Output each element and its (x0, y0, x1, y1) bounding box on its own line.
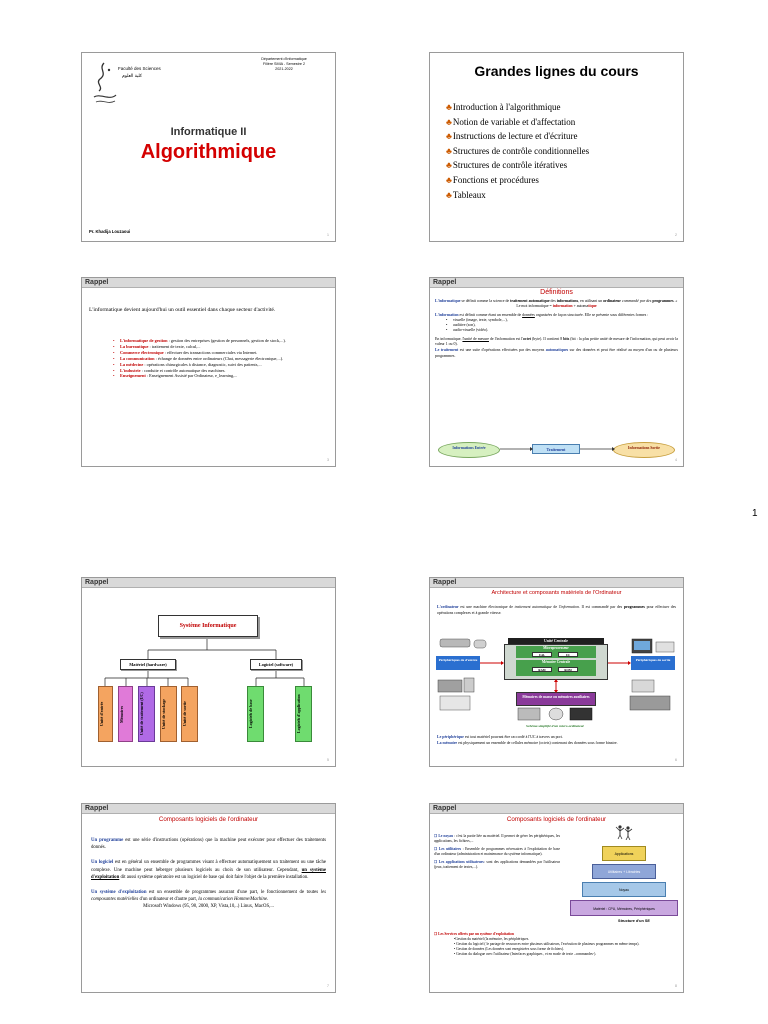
slide-number: 3 (327, 458, 329, 462)
applications-definition: ❒ Les applications utilisateurs: sont des applications demandées par l'utilisateur (jeux, traitement de textes,...). (434, 860, 560, 869)
noyau-definition: ❒ Le noyau : c'est la partie liée au matériel. Il permet de gérer les périphériques, les applications, les fichiers,... (434, 834, 561, 843)
mass-storage-box: Mémoires de masse ou mémoires auxiliaires (516, 692, 596, 706)
layer-utilities: Utilitaires + Librairies (592, 864, 656, 879)
course-subtitle: Informatique II (170, 126, 247, 138)
computer-schema (434, 636, 681, 732)
utilitaires-definition: ❒ Les utilitaires : Ensemble de programmes nécessaires à l'exploitation de base d'un ordinateur (administration et maintenance du système informatique). (434, 847, 560, 856)
slide-number: 5 (327, 758, 329, 762)
layer-applications: Applications (602, 846, 646, 861)
information-definition: L'information est définit comme étant un ensemble de données organisées de façon structurée. Elle se présente sous différentes formes : (435, 312, 649, 317)
slide-title: Définitions (540, 289, 573, 296)
hw-unit-processing: Unité de traitement (UC) (138, 686, 155, 742)
programme-definition: Un programme est une série d'instructions (opérations) que la machine peut exécuter pour effectuer des traitements donnés. (91, 838, 326, 851)
service-item: • Gestion du dialogue avec l'utilisateur (Interfaces graphiques , et en mode de texte –commandes-). (454, 951, 597, 956)
hw-unit-input: Unité d'entrée (98, 686, 113, 742)
slide-7 (81, 803, 336, 993)
os-components-text (434, 834, 560, 870)
traitement-definition: Le traitement est une suite d'opérations effectuées par des moyens automatiques sur des données et peut être réalisé au moyen d'un ou de plusieurs programmes. (435, 348, 679, 358)
slide-number: 7 (327, 984, 329, 988)
flow-input: Informations Entrée (438, 442, 500, 458)
list-item: • L'informatique de gestion : gestion des entreprises (gestion de personnels, gestion de stock,...). (120, 338, 327, 344)
memory-definition: La mémoire est physiquement un ensemble de cellules mémoire (octets) contenant des données sous forme binaire. (437, 740, 618, 745)
slide-header: Rappel (82, 804, 335, 814)
flow-output: Informations Sortie (613, 442, 675, 458)
uc-box: UC (558, 652, 578, 657)
sector-list (108, 338, 327, 379)
slide-2 (429, 52, 684, 242)
list-item: • audio-visuelle (vidéo). (453, 328, 678, 333)
sw-application: Logiciels d'application (295, 686, 312, 742)
central-memory-box: Mémoire Centrale (516, 660, 596, 676)
slide-8 (429, 803, 684, 993)
list-item: • Commerce électronique : effectuer des transactions commerciales via Internet. (120, 350, 327, 356)
root-node: Système Informatique (158, 615, 258, 637)
faculty-name-fr: Faculté des Sciences (118, 66, 161, 71)
academic-year: 2021-2022 (275, 67, 293, 71)
outline-item: ♣ Instructions de lecture et d'écriture (446, 129, 589, 144)
outline-item: ♣ Introduction à l'algorithmique (446, 100, 589, 115)
os-examples: Microsoft Windows (95, 98, 2000, XP, Vista,10,..) Linux, MacOS,... (143, 904, 274, 910)
hw-unit-memory: Mémoires (118, 686, 133, 742)
service-item: •Gestion du matériel (la mémoire, les périphériques. (454, 936, 530, 941)
os-pyramid (564, 824, 682, 932)
slide-title: Composants logiciels de l'ordinateur (506, 816, 607, 823)
peripheral-definition: Le périphérique est tout matériel pouvant être raccordé à l'UC à travers un port. (437, 735, 563, 739)
os-services (434, 932, 677, 957)
hardware-node: Matériel (hardware) (120, 659, 176, 670)
slide-header: Rappel (82, 578, 335, 588)
list-item: • visuelle (image, texte, symbole,...), (453, 318, 678, 323)
list-item: • La communication : échange de données entre ordinateurs (Chat, messagerie électronique,...). (120, 356, 327, 362)
list-item: • La médecine : opérations chirurgicales à distance, diagnostic, suivi des patients,... (120, 362, 327, 368)
services-title: ❒ Les Services offerts par un système d'exploitation (434, 932, 514, 936)
slide-number: 2 (675, 233, 677, 237)
outline-item: ♣ Notion de variable et d'affectation (446, 115, 589, 130)
slide-header: Rappel (430, 804, 683, 814)
service-item: • Gestion de données (Les données sont enregistrées sous forme de fichiers). (454, 946, 565, 951)
slide-3 (81, 277, 336, 467)
department-name: Département d'Informatique (261, 57, 307, 61)
slide-1 (81, 52, 336, 242)
university-logo (90, 61, 120, 107)
ual-box: UAL (532, 652, 552, 657)
outline-item: ♣ Structures de contrôle itératives (446, 158, 589, 173)
slide-title: Architecture et composants matériels de l'Ordinateur (491, 590, 622, 596)
os-definition: Un système d'exploitation est un ensemble de programmes assurant d'une part, le fonctionnement de toutes les composantes matérielles d'un ordinateur et d'autre part, la communication Homme/Machine. (91, 890, 326, 903)
software-node: Logiciel (software) (250, 659, 302, 670)
slide-title: Grandes lignes du cours (474, 63, 639, 79)
slide-6 (429, 577, 684, 767)
flow-process: Traitement (532, 444, 580, 454)
slide-header: Rappel (430, 578, 683, 588)
slide-header: Rappel (430, 278, 683, 288)
informatique-definition: L'informatique se définit comme la science de traitement automatique des informations, en utilisant un ordinateur commandé par des programmes. « (435, 299, 678, 303)
list-item: • La bureautique : traitement de texte, calcul,... (120, 344, 327, 350)
microprocessor-box: Microprocesseur (516, 646, 596, 658)
service-item: • Gestion du logiciel ( le partage de ressources entre plusieurs utilisateurs, l'exécution de plusieurs programmes en même temps). (454, 941, 640, 946)
slide-title: Composants logiciels de l'ordinateur (158, 816, 259, 823)
faculty-name-ar: كلية العلوم (122, 73, 143, 78)
input-peripherals-box: Périphériques de d'entrée (436, 656, 480, 670)
layer-hardware: Matériel : CPU, Mémoires, Périphériques (570, 900, 678, 916)
software-body (91, 837, 326, 911)
sw-base: Logiciels de base (247, 686, 264, 742)
list-item: • auditive (son), (453, 323, 678, 328)
intro-text: L'informatique devient aujourd'hui un outil essentiel dans chaque secteur d'activité. (89, 307, 276, 313)
slide-number: 4 (675, 458, 677, 462)
slide-4 (429, 277, 684, 467)
word-formula: Le mot informatique = information + automatique (516, 304, 597, 309)
hw-unit-storage: Unité de stockage (160, 686, 177, 742)
list-item: • L'industrie : conduite et contrôle automatique des machines. (120, 368, 327, 374)
page-number: 1 (752, 508, 758, 519)
central-unit-label: Unité Centrale (508, 638, 604, 644)
peripherals-memory-text (437, 735, 676, 746)
outline-list (446, 100, 589, 202)
slide-number: 1 (327, 233, 329, 237)
processing-flow (438, 441, 675, 459)
rom-box: ROM (558, 667, 578, 672)
outline-item: ♣ Tableaux (446, 188, 589, 203)
definitions-body (435, 299, 678, 359)
schema-caption: Schéma simplifié d'un micro-ordinateur (525, 724, 585, 728)
course-title: Algorithmique (140, 141, 277, 163)
outline-item: ♣ Fonctions et procédures (446, 173, 589, 188)
hw-unit-output: Unité de sortie (181, 686, 198, 742)
slide-number: 8 (675, 984, 677, 988)
layer-kernel: Noyau (582, 882, 666, 897)
outline-item: ♣ Structures de contrôle conditionnelles (446, 144, 589, 159)
logiciel-definition: Un logiciel est en général un ensemble de programmes visant à effectuer automatiquement un traitement ou une tâche complexe. Une machine peut héberger plusieurs logiciels au choix de son utilisateur. Cependant, un système d'exploitation dit aussi système opératoire est un logiciel de base qui doit faire l'objet de la première installation. (91, 860, 326, 880)
slide-5 (81, 577, 336, 767)
flow-arrows (438, 441, 677, 459)
list-item: • Enseignement : Enseignement Assisté par Ordinateur, e_learning,... (120, 373, 327, 379)
forms-list (435, 318, 678, 334)
output-peripherals-box: Périphériques de sortie (631, 656, 675, 670)
author-name: Pr. Khadija Louzaoui (89, 229, 131, 234)
ram-box: RAM (532, 667, 552, 672)
pyramid-caption: Structure d'un SE (618, 919, 650, 923)
ordinateur-definition: L'ordinateur est une machine électronique de traitement automatique de l'information. Il est commandé par des programmes pour effectuer des opérations complexes et à grande vitesse. (437, 605, 676, 615)
schema-drawings (434, 636, 681, 732)
unit-definition: En informatique, l'unité de mesure de l'information est l'octet (byte). Il contient 8 bits (bit : la plus petite unité de mesure de l'information, qui peut avoir la valeur 1 ou 0). (435, 336, 678, 347)
user-figures-icon (614, 824, 634, 840)
slide-header: Rappel (82, 278, 335, 288)
slide-number: 6 (675, 758, 677, 762)
filiere-label: Filière SMIA - Semestre 2 (262, 62, 305, 66)
